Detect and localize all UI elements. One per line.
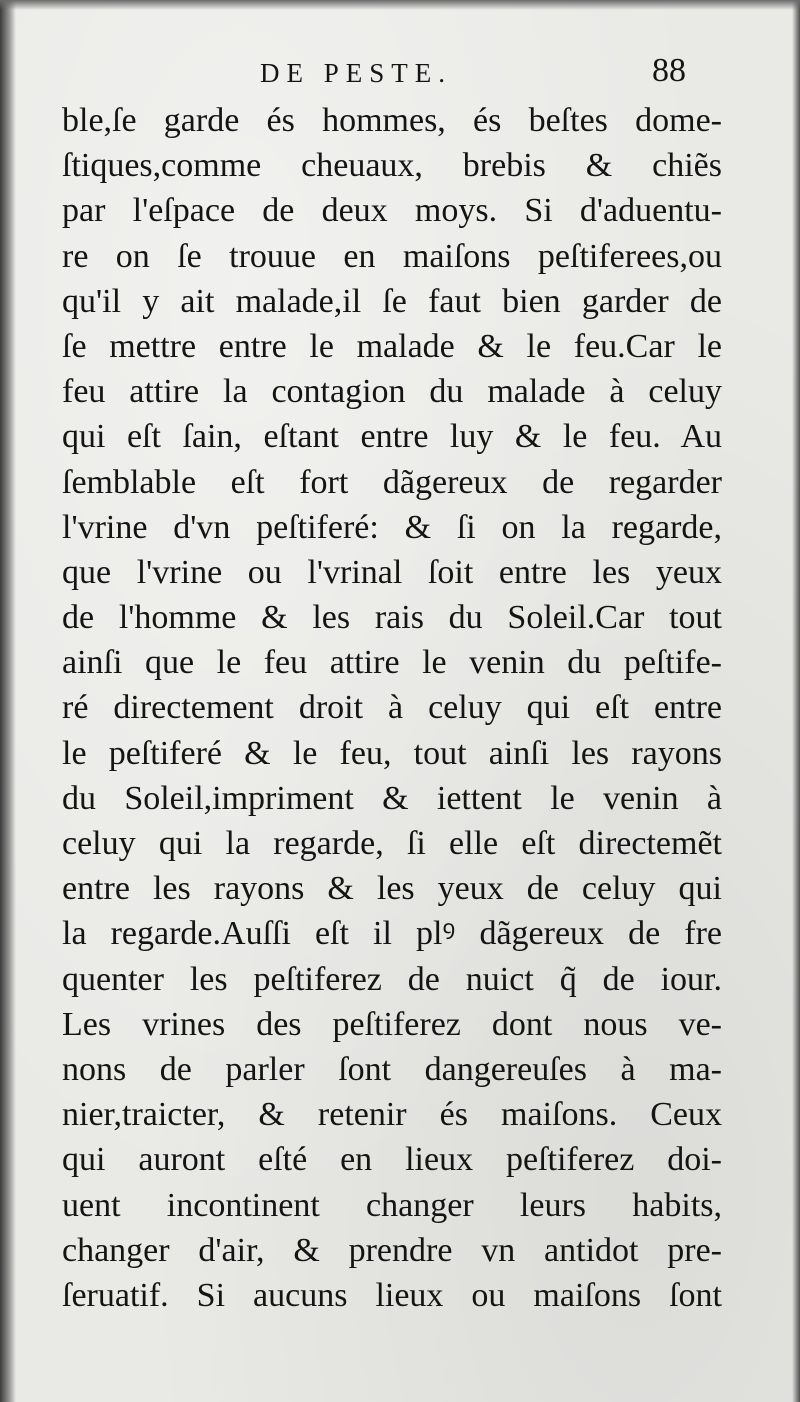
- text-line: qui auront eſté en lieux peſtiferez doi-: [62, 1141, 722, 1179]
- text-line: l'vrine d'vn peſtiferé: & ſi on la regarde,: [62, 508, 722, 546]
- text-line: le peſtiferé & le feu, tout ainſi les rayons: [62, 734, 722, 772]
- text-line: re on ſe trouue en maiſons peſtiferees,ou: [62, 237, 722, 275]
- text-line: nons de parler ſont dangereuſes à ma-: [62, 1050, 722, 1088]
- text-line: ſtiques,comme cheuaux, brebis & chiẽs: [62, 147, 722, 185]
- text-line: que l'vrine ou l'vrinal ſoit entre les yeux: [62, 553, 722, 591]
- text-line: Les vrines des peſtiferez dont nous ve-: [62, 1005, 722, 1043]
- text-line: du Soleil,impriment & iettent le venin à: [62, 779, 722, 817]
- page-number: 88: [652, 52, 686, 89]
- text-line: ſemblable eſt fort dãgereux de regarder: [62, 463, 722, 501]
- text-line: qu'il y ait malade,il ſe faut bien garder de: [62, 282, 722, 320]
- page-edge-shadow-right: [792, 0, 800, 1402]
- text-line: nier,traicter, & retenir és maiſons. Ceux: [62, 1096, 722, 1134]
- text-line: ré directement droit à celuy qui eſt entre: [62, 689, 722, 727]
- text-line: qui eſt ſain, eſtant entre luy & le feu. Au: [62, 418, 722, 456]
- text-line: changer d'air, & prendre vn antidot pre-: [62, 1231, 722, 1269]
- running-title: DE PESTE.: [260, 58, 453, 88]
- text-line: uent incontinent changer leurs habits,: [62, 1186, 722, 1224]
- running-head: [0, 52, 800, 98]
- text-line: ſe mettre entre le malade & le feu.Car le: [62, 327, 722, 365]
- text-line: feu attire la contagion du malade à celuy: [62, 373, 722, 411]
- text-line: ble,ſe garde és hommes, és beſtes dome-: [62, 102, 722, 139]
- text-line: la regarde.Auſſi eſt il plꝰ dãgereux de fre: [62, 915, 722, 953]
- text-line: de l'homme & les rais du Soleil.Car tout: [62, 599, 722, 637]
- body-text: [62, 98, 722, 1398]
- text-line: ſeruatif. Si aucuns lieux ou maiſons ſont: [62, 1276, 722, 1314]
- text-line: celuy qui la regarde, ſi elle eſt directemẽt: [62, 825, 722, 862]
- page-edge-shadow-left: [0, 0, 16, 1402]
- page-edge-shadow-top: [0, 0, 800, 10]
- text-line: quenter les peſtiferez de nuict q̃ de iour.: [62, 960, 722, 998]
- text-line: par l'eſpace de deux moys. Si d'aduentu-: [62, 192, 722, 230]
- text-line: entre les rayons & les yeux de celuy qui: [62, 870, 722, 908]
- text-line: ainſi que le feu attire le venin du peſtife-: [62, 644, 722, 682]
